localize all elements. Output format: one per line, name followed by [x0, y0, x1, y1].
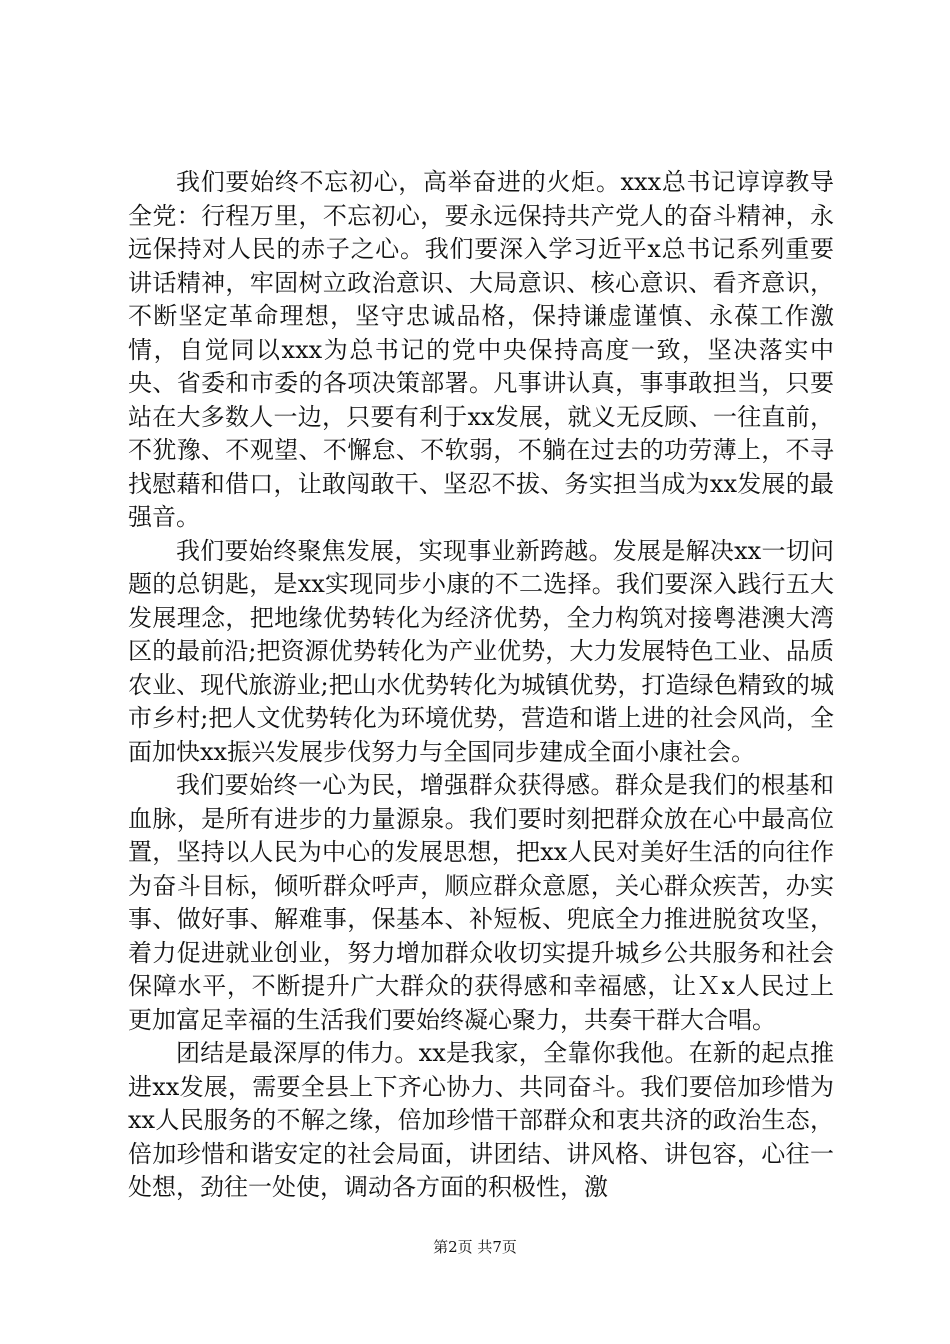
page-footer — [0, 1236, 950, 1257]
paragraph-1: 我们要始终不忘初心，高举奋进的火炬。xxx总书记谆谆教导全党：行程万里，不忘初心，要永远保持共产党人的奋斗精神，永远保持对人民的赤子之心。我们要深入学习近平x总书记系列重要讲话精神，牢固树立政治意识、大局意识、核心意识、看齐意识，不断坚定革命理想，坚守忠诚品格，保持谦虚谨慎、永葆工作激情，自觉同以xxx为总书记的党中央保持高度一致，坚决落实中央、省委和市委的各项决策部署。凡事讲认真，事事敢担当，只要站在大多数人一边，只要有利于xx发展，就义无反顾、一往直前，不犹豫、不观望、不懈怠、不软弱，不躺在过去的功劳薄上，不寻找慰藉和借口，让敢闯敢干、坚忍不拔、务实担当成为xx发展的最强音。 — [128, 168, 834, 531]
paragraph-2: 我们要始终聚焦发展，实现事业新跨越。发展是解决xx一切问题的总钥匙，是xx实现同步小康的不二选择。我们要深入践行五大发展理念，把地缘优势转化为经济优势，全力构筑对接粤港澳大湾区的最前沿;把资源优势转化为产业优势，大力发展特色工业、品质农业、现代旅游业;把山水优势转化为城镇优势，打造绿色精致的城市乡村;把人文优势转化为环境优势，营造和谐上进的社会风尚，全面加快xx振兴发展步伐努力与全国同步建成全面小康社会。 — [128, 536, 834, 766]
paragraph-4: 团结是最深厚的伟力。xx是我家，全靠你我他。在新的起点推进xx发展，需要全县上下齐心协力、共同奋斗。我们要倍加珍惜为xx人民服务的不解之缘，倍加珍惜干部群众和衷共济的政治生态，倍加珍惜和谐安定的社会局面，讲团结、讲风格、讲包容，心往一处想，劲往一处使，调动各方面的积极性，激 — [128, 1039, 834, 1201]
paragraph-3: 我们要始终一心为民，增强群众获得感。群众是我们的根基和血脉，是所有进步的力量源泉。我们要时刻把群众放在心中最高位置，坚持以人民为中心的发展思想，把xx人民对美好生活的向往作为奋斗目标，倾听群众呼声，顺应群众意愿，关心群众疾苦，办实事、做好事、解难事，保基本、补短板、兜底全力推进脱贫攻坚，着力促进就业创业，努力增加群众收切实提升城乡公共服务和社会保障水平，不断提升广大群众的获得感和幸福感，让Ｘx人民过上更加富足幸福的生活我们要始终凝心聚力，共奏干群大合唱。 — [128, 771, 834, 1034]
document-body — [128, 166, 834, 1205]
page-number-label: 第2页 共7页 — [433, 1238, 517, 1256]
